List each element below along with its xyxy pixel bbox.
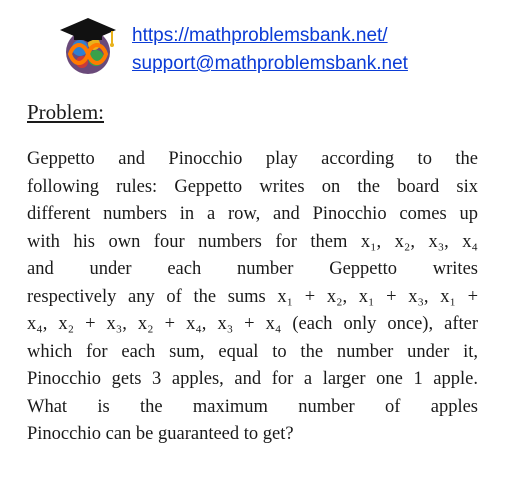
problem-heading: Problem: [27, 100, 104, 124]
graduation-cap-infinity-logo-icon [56, 14, 120, 78]
problem-line: with his own four numbers for them x₁, x₂, x₃, x₄ [27, 231, 478, 252]
problem-line: different numbers in a row, and Pinocchio comes up [27, 204, 478, 224]
problem-line: Pinocchio gets 3 apples, and for a larger one 1 apple. [27, 369, 478, 389]
problem-line: Pinocchio can be guaranteed to get? [27, 424, 294, 444]
problem-line: respectively any of the sums x₁ + x₂, x₁ + x₃, x₁ + [27, 286, 478, 307]
problem-line: What is the maximum number of apples [27, 396, 478, 417]
site-logo [56, 14, 120, 78]
website-link[interactable]: https://mathproblemsbank.net/ [132, 25, 388, 46]
problem-line: Geppetto and Pinocchio play according to the [27, 149, 478, 169]
problem-line: and under each number Geppetto writes [27, 259, 478, 279]
contact-links [132, 22, 408, 78]
email-link[interactable]: support@mathproblemsbank.net [132, 53, 408, 74]
problem-text [27, 146, 478, 449]
problem-line: which for each sum, equal to the number under it, [27, 341, 478, 362]
problem-line: x₄, x₂ + x₃, x₂ + x₄, x₃ + x₄ (each only once), after [27, 314, 478, 334]
problem-line: following rules: Geppetto writes on the board six [27, 176, 478, 197]
